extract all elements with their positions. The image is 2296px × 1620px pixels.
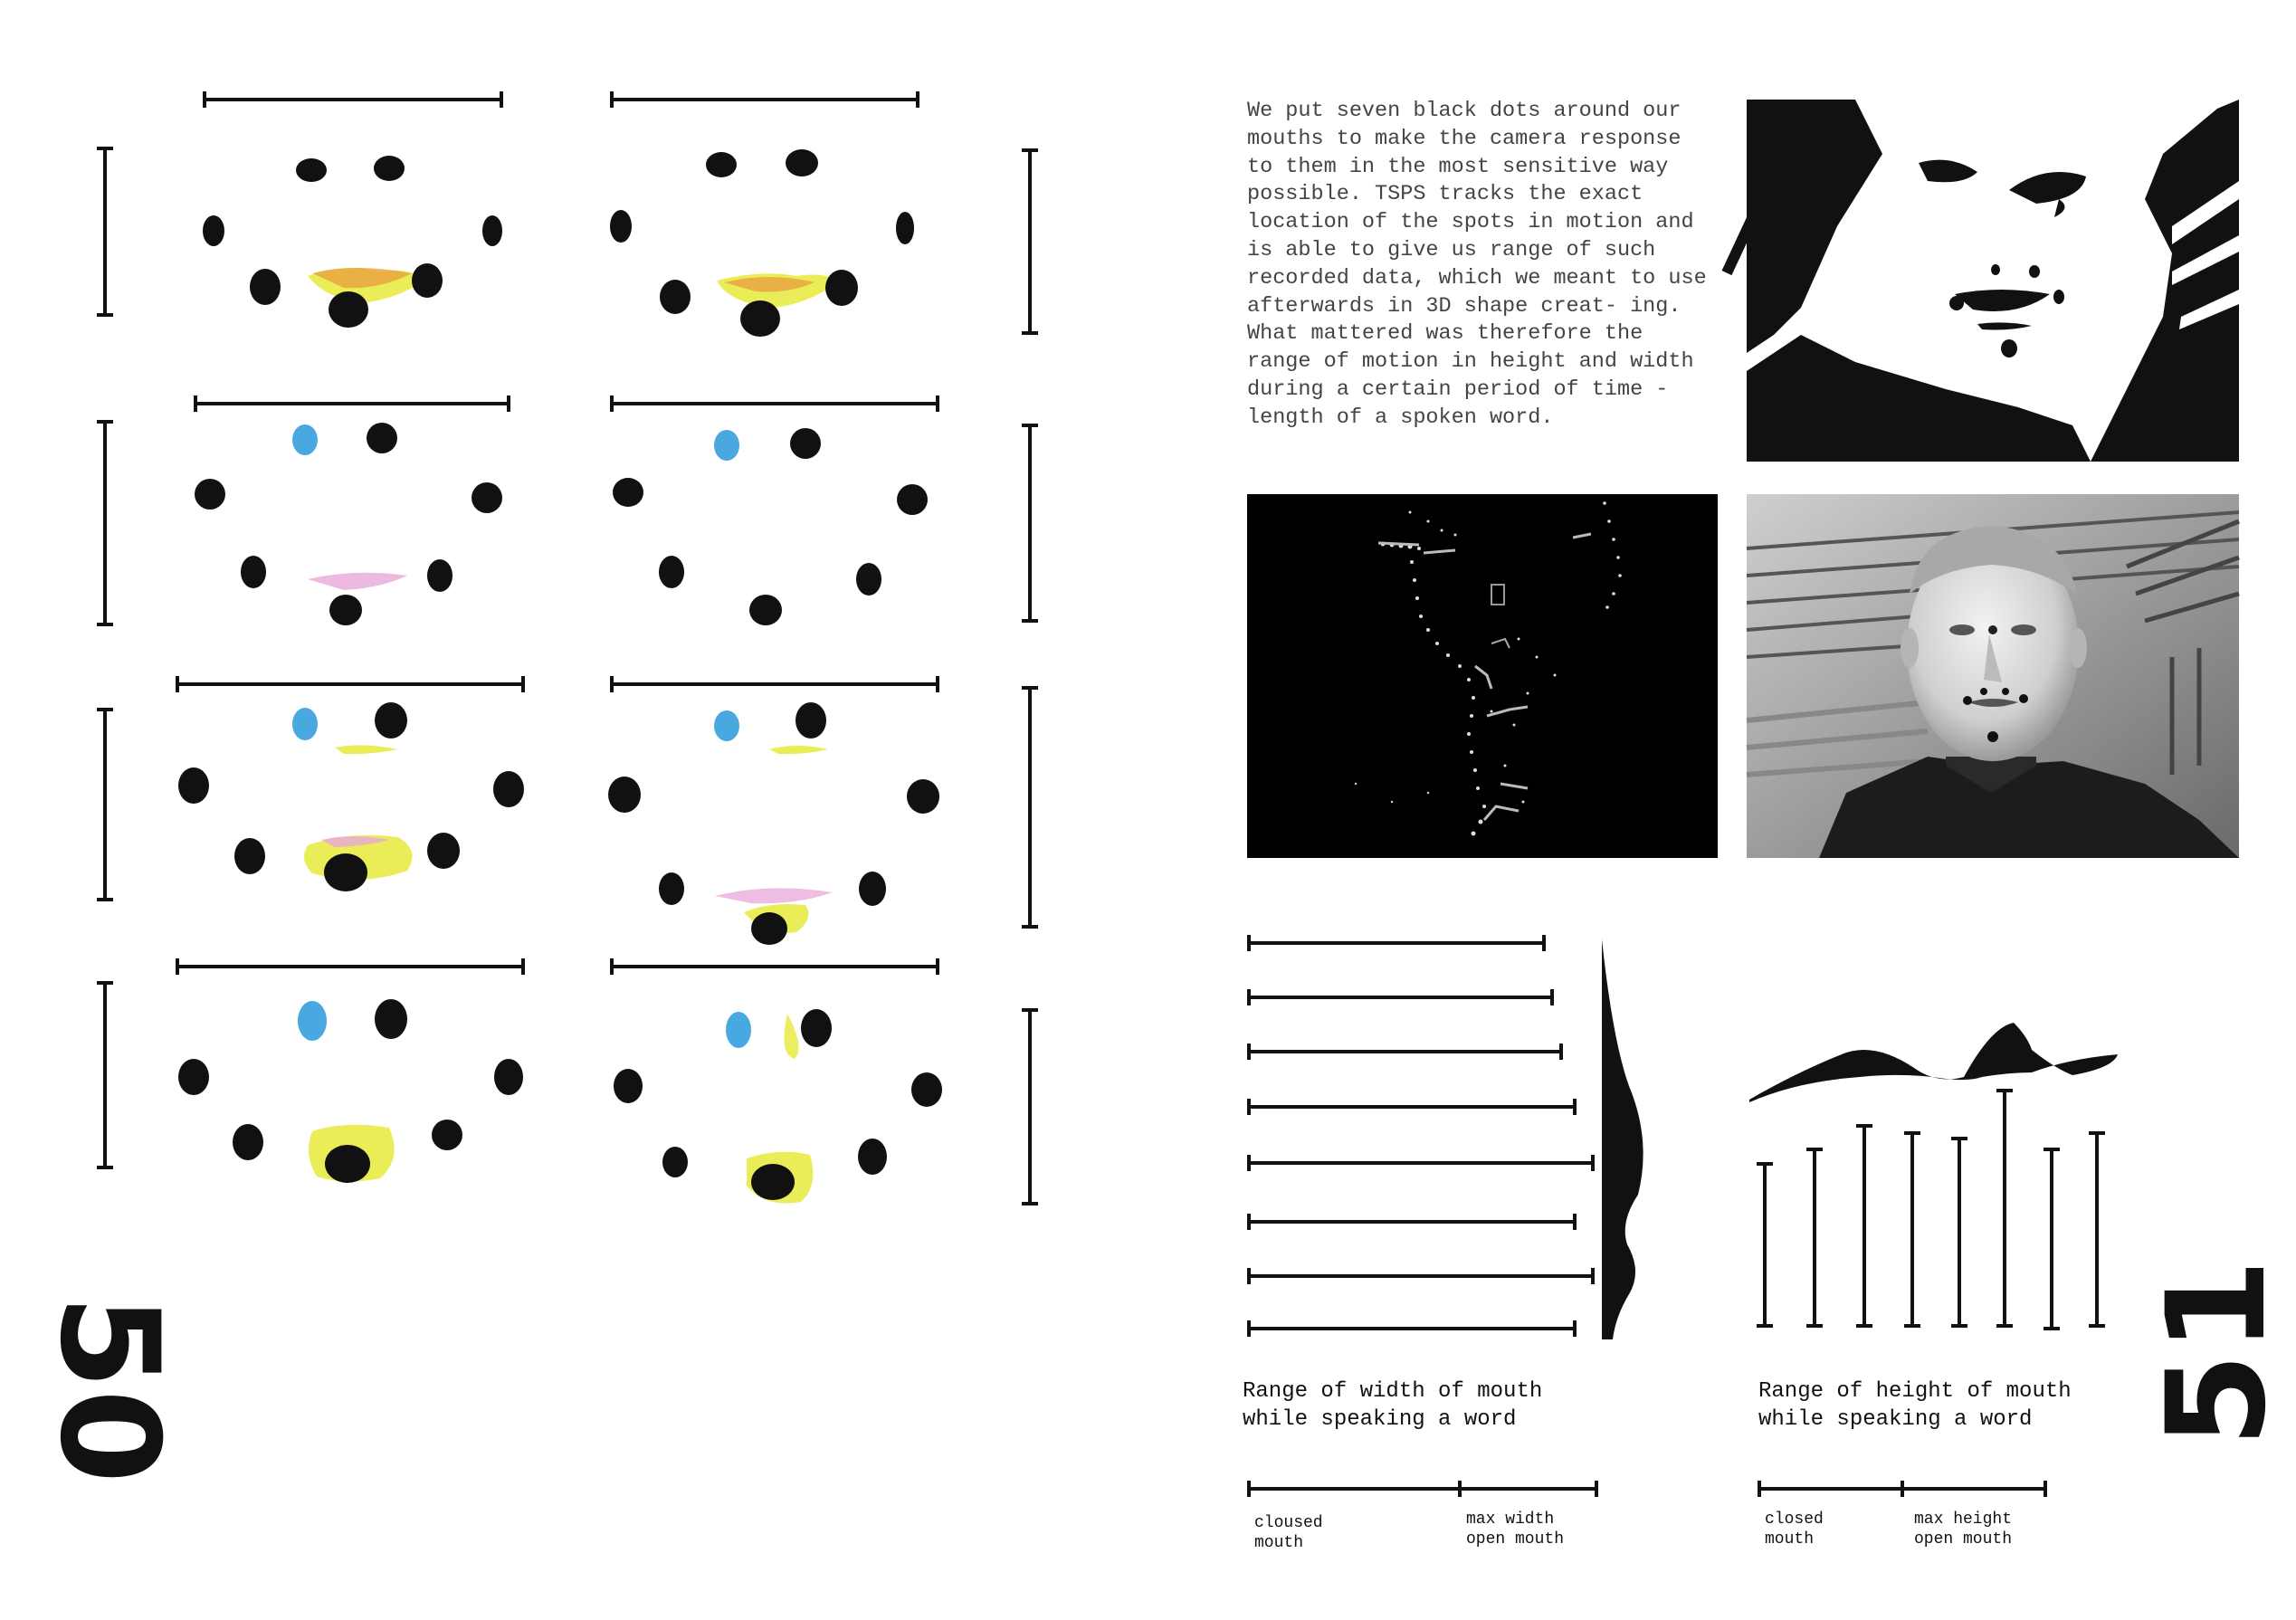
v-bracket bbox=[97, 148, 113, 315]
v-bracket bbox=[97, 710, 113, 900]
v-bracket bbox=[97, 983, 113, 1167]
height-bar bbox=[1757, 1164, 1773, 1326]
width-range-chart bbox=[1240, 932, 1665, 1348]
height-range-chart bbox=[1742, 1005, 2122, 1339]
height-bar bbox=[1856, 1126, 1872, 1326]
h-bracket bbox=[177, 676, 523, 692]
width-distribution-curve bbox=[1602, 939, 1643, 1339]
h-bracket bbox=[612, 958, 938, 975]
threshold-face-photo bbox=[1747, 100, 2239, 462]
height-bars bbox=[1757, 1091, 2105, 1329]
measurement-brackets bbox=[97, 91, 1038, 1204]
width-bar bbox=[1249, 1099, 1575, 1115]
height-bar bbox=[1951, 1139, 1967, 1326]
height-bar bbox=[2089, 1133, 2105, 1326]
v-bracket bbox=[1022, 1010, 1038, 1204]
width-bar bbox=[1249, 1043, 1561, 1060]
height-caption: Range of height of mouth while speaking a word bbox=[1758, 1379, 2072, 1432]
v-bracket bbox=[97, 422, 113, 624]
width-caption: Range of width of mouth while speaking a word bbox=[1243, 1379, 1543, 1432]
width-scale-end-label: max width open mouth bbox=[1466, 1510, 1565, 1549]
dot-face-capture bbox=[613, 428, 928, 625]
width-bar bbox=[1249, 989, 1552, 1005]
width-bar bbox=[1249, 1320, 1575, 1337]
tracking-trail-visual bbox=[1247, 494, 1718, 858]
height-bar bbox=[2044, 1149, 2060, 1329]
h-bracket bbox=[612, 395, 938, 412]
height-distribution-curve bbox=[1749, 1023, 2118, 1102]
height-bar bbox=[1806, 1149, 1823, 1326]
height-scale-start-label: closed mouth bbox=[1765, 1510, 1824, 1549]
width-bar bbox=[1249, 1214, 1575, 1230]
dot-face-capture bbox=[195, 423, 502, 625]
dot-face-capture bbox=[203, 156, 502, 328]
h-bracket bbox=[177, 958, 523, 975]
dot-face-capture bbox=[610, 149, 914, 337]
height-scale-legend bbox=[1750, 1475, 2058, 1502]
dot-capture-grid bbox=[0, 0, 1122, 1285]
page-number-left: 50 bbox=[30, 1294, 187, 1484]
dot-face-capture bbox=[608, 702, 939, 945]
v-bracket bbox=[1022, 150, 1038, 333]
v-bracket bbox=[1022, 688, 1038, 927]
dot-face-capture bbox=[614, 1009, 942, 1204]
page-number-right: 51 bbox=[2139, 1258, 2296, 1448]
width-scale-start-label: cloused mouth bbox=[1254, 1514, 1323, 1552]
width-scale-legend bbox=[1240, 1475, 1602, 1502]
height-bar bbox=[1996, 1091, 2013, 1326]
h-bracket bbox=[205, 91, 501, 108]
dot-face-capture bbox=[178, 702, 524, 891]
h-bracket bbox=[195, 395, 509, 412]
height-bar bbox=[1904, 1133, 1920, 1326]
h-bracket bbox=[612, 91, 918, 108]
width-bar bbox=[1249, 1155, 1593, 1171]
v-bracket bbox=[1022, 425, 1038, 621]
width-bar bbox=[1249, 935, 1544, 951]
width-bar bbox=[1249, 1268, 1593, 1284]
width-bars bbox=[1249, 935, 1593, 1337]
dot-face-capture bbox=[178, 999, 523, 1183]
h-bracket bbox=[612, 676, 938, 692]
height-scale-end-label: max height open mouth bbox=[1914, 1510, 2013, 1549]
body-paragraph: We put seven black dots around our mouths to make the camera response to them in the most sensitive way possible. TSPS tracks the exact location of the spots in motion and is able to give us range of such recorded data, which we meant to use afterwards in 3D shape creat- ing. What mattered was therefore the range of motion in height and width during a certain period of time - length of a spoken word. bbox=[1247, 99, 1707, 430]
grayscale-face-photo bbox=[1747, 494, 2239, 858]
